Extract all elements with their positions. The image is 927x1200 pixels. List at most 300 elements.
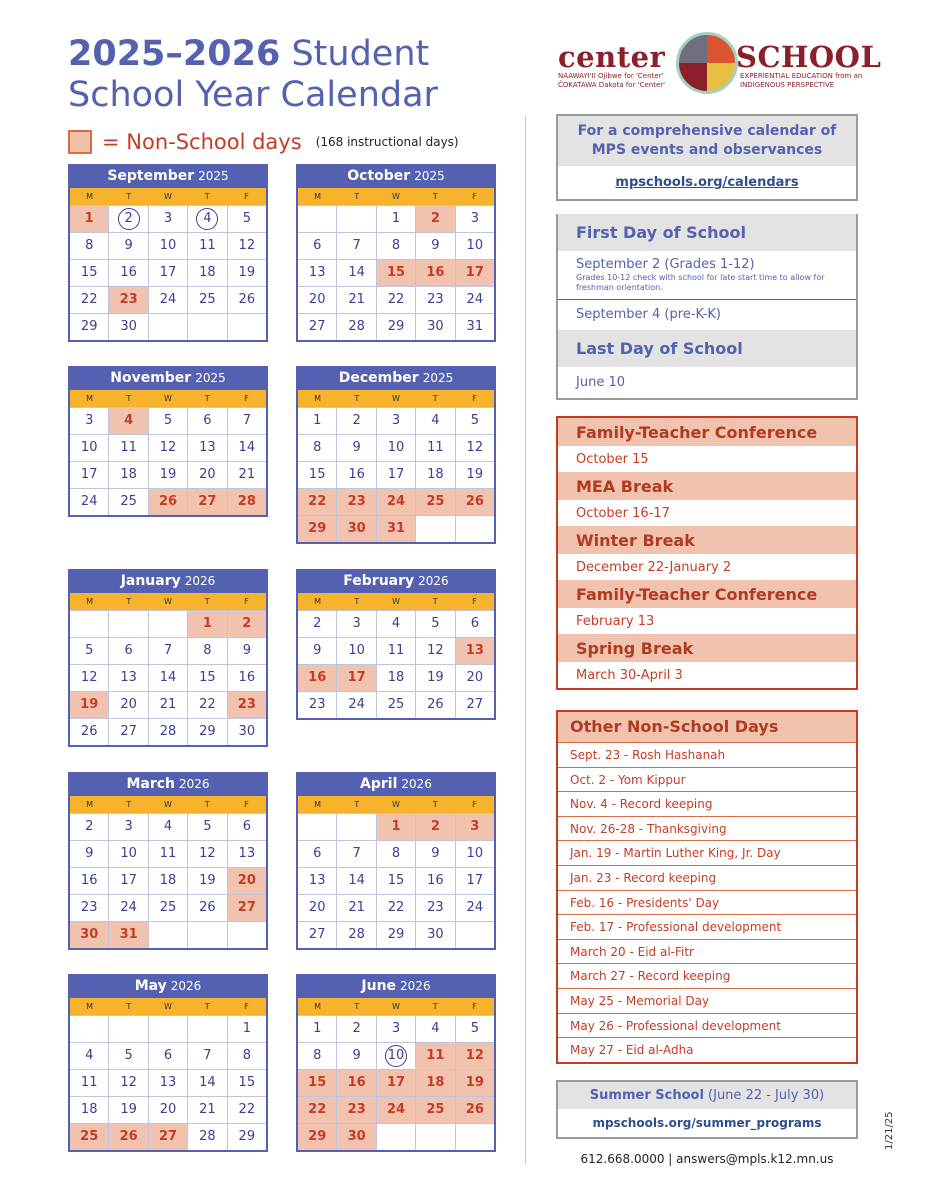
day-number: 24 <box>466 292 484 307</box>
weekday-label: T <box>126 800 132 809</box>
weekday-label: M <box>314 394 322 403</box>
day-number: 24 <box>159 292 177 307</box>
weekday-row <box>70 998 266 1015</box>
day-number: 22 <box>238 1102 256 1117</box>
day-cell <box>227 868 266 894</box>
month-november <box>68 366 268 517</box>
month-name: January <box>120 573 181 589</box>
month-year: 2025 <box>422 371 454 385</box>
week-row <box>298 1042 494 1069</box>
day-cell <box>415 314 454 340</box>
day-number: 14 <box>159 670 177 685</box>
school-days-box <box>556 214 858 400</box>
day-cell <box>187 1016 226 1042</box>
week-row <box>298 286 494 313</box>
day-number: 25 <box>80 1129 99 1144</box>
event-heading: Winter Break <box>558 526 856 554</box>
day-number: 27 <box>466 697 484 712</box>
week-row <box>298 313 494 340</box>
day-number: 15 <box>199 670 216 685</box>
day-cell <box>148 841 187 867</box>
day-cell <box>415 895 454 921</box>
logo-word-center: center <box>558 40 666 74</box>
day-cell <box>376 287 415 313</box>
last-day-date: June 10 <box>576 375 625 390</box>
day-number: 21 <box>348 292 365 307</box>
day-cell <box>70 692 108 718</box>
week-row <box>298 515 494 542</box>
weekday-row <box>70 390 266 407</box>
day-number: 23 <box>308 697 326 712</box>
month-name: May <box>134 978 167 994</box>
month-march <box>68 772 268 950</box>
day-cell <box>455 1016 494 1042</box>
day-cell <box>70 462 108 488</box>
day-cell <box>415 665 454 691</box>
day-number: 10 <box>120 846 137 861</box>
non-school-day-item: March 27 - Record keeping <box>558 963 856 988</box>
week-row <box>70 610 266 637</box>
logo-subtitle-left: NAAWAYI'II Ojibwe for 'Center' ČOKATAWA Dakota for 'Center' <box>558 72 666 89</box>
day-number: 28 <box>348 319 365 334</box>
day-cell <box>336 1124 375 1150</box>
week-row <box>70 407 266 434</box>
day-cell <box>70 1043 108 1069</box>
day-cell <box>187 260 226 286</box>
day-number: 20 <box>466 670 484 685</box>
day-cell <box>298 638 336 664</box>
day-number: 2 <box>352 413 361 428</box>
event-date: October 15 <box>576 452 649 467</box>
weekday-label: M <box>86 597 94 606</box>
day-cell <box>376 611 415 637</box>
day-cell <box>455 233 494 259</box>
day-number: 11 <box>387 643 405 658</box>
day-cell <box>108 1097 147 1123</box>
month-header <box>70 164 266 188</box>
day-number: 12 <box>427 643 444 658</box>
day-cell <box>148 638 187 664</box>
day-cell <box>415 611 454 637</box>
week-row <box>70 461 266 488</box>
non-school-day-item: Nov. 26-28 - Thanksgiving <box>558 816 856 841</box>
non-school-day-item: Feb. 16 - Presidents' Day <box>558 890 856 915</box>
day-number: 17 <box>120 873 137 888</box>
week-row <box>70 205 266 232</box>
day-cell <box>108 1016 147 1042</box>
day-number: 25 <box>426 1102 445 1117</box>
day-cell <box>227 1070 266 1096</box>
day-cell <box>336 314 375 340</box>
day-number: 31 <box>386 521 406 536</box>
day-number: 18 <box>120 467 137 482</box>
day-number: 13 <box>159 1075 177 1090</box>
day-cell <box>336 1070 375 1096</box>
day-cell <box>70 638 108 664</box>
weekday-label: F <box>244 192 249 201</box>
week-row <box>298 407 494 434</box>
day-number: 9 <box>313 643 322 658</box>
day-number: 28 <box>199 1129 216 1144</box>
week-row <box>298 637 494 664</box>
instructional-days-count: (168 instructional days) <box>315 135 459 149</box>
day-cell <box>187 462 226 488</box>
weekday-row <box>298 998 494 1015</box>
day-number: 5 <box>163 413 173 428</box>
day-cell <box>227 314 266 340</box>
day-cell <box>298 233 336 259</box>
day-cell <box>376 895 415 921</box>
day-cell <box>298 611 336 637</box>
day-cell <box>70 868 108 894</box>
month-name: December <box>338 370 419 386</box>
day-cell <box>187 638 226 664</box>
day-cell <box>455 435 494 461</box>
day-cell <box>376 868 415 894</box>
day-cell <box>298 841 336 867</box>
day-number: 3 <box>391 413 401 428</box>
day-cell <box>455 287 494 313</box>
day-cell <box>336 692 375 718</box>
week-row <box>298 488 494 515</box>
day-number: 28 <box>348 927 365 942</box>
day-number: 3 <box>124 819 133 834</box>
weekday-label: M <box>314 1002 322 1011</box>
weekday-label: T <box>126 1002 132 1011</box>
day-cell <box>187 922 226 948</box>
day-number: 30 <box>427 319 444 334</box>
day-cell <box>298 287 336 313</box>
day-number: 4 <box>124 413 134 428</box>
day-number: 26 <box>427 697 444 712</box>
day-number: 6 <box>313 238 322 253</box>
first-day-date: September 2 <box>576 257 661 272</box>
day-cell <box>187 489 226 515</box>
day-number: 16 <box>347 1075 366 1090</box>
day-number: 3 <box>470 819 480 834</box>
month-name: October <box>347 168 411 184</box>
day-number: 8 <box>391 238 401 253</box>
day-cell <box>376 462 415 488</box>
day-cell <box>108 841 147 867</box>
day-cell <box>227 841 266 867</box>
day-cell <box>376 1043 415 1069</box>
day-cell <box>148 1016 187 1042</box>
weekday-label: T <box>432 800 438 809</box>
weekday-label: F <box>244 394 249 403</box>
prek-grades: (pre-K-K) <box>660 307 721 322</box>
week-row <box>298 664 494 691</box>
day-cell <box>336 814 375 840</box>
day-cell <box>227 1043 266 1069</box>
month-header <box>298 569 494 593</box>
day-cell <box>415 287 454 313</box>
day-cell <box>70 922 108 948</box>
weekday-row <box>298 188 494 205</box>
day-number: 16 <box>426 265 445 280</box>
day-number: 10 <box>80 440 98 455</box>
weekday-label: T <box>354 597 360 606</box>
week-row <box>70 1123 266 1150</box>
month-year: 2025 <box>195 371 226 385</box>
day-number: 16 <box>348 467 365 482</box>
day-cell <box>108 206 147 232</box>
day-number: 8 <box>391 846 401 861</box>
day-cell <box>336 287 375 313</box>
weekday-label: W <box>392 1002 400 1011</box>
day-cell <box>298 489 336 515</box>
day-number: 19 <box>120 1102 137 1117</box>
day-number: 9 <box>352 440 361 455</box>
day-cell <box>227 719 266 745</box>
day-cell <box>187 233 226 259</box>
day-cell <box>415 1097 454 1123</box>
weekday-label: M <box>86 394 94 403</box>
weekday-row <box>70 796 266 813</box>
day-number: 26 <box>465 494 484 509</box>
day-number: 12 <box>238 238 256 253</box>
day-number: 17 <box>159 265 177 280</box>
day-number: 19 <box>238 265 256 280</box>
week-row <box>70 894 266 921</box>
non-school-day-item: Oct. 2 - Yom Kippur <box>558 767 856 792</box>
day-cell <box>415 435 454 461</box>
first-day-heading: First Day of School <box>558 214 856 251</box>
non-school-day-item: May 26 - Professional development <box>558 1013 856 1038</box>
day-cell <box>227 462 266 488</box>
day-number: 12 <box>120 1075 137 1090</box>
day-cell <box>336 408 375 434</box>
week-row <box>70 488 266 515</box>
event-heading: Family-Teacher Conference <box>558 580 856 608</box>
day-cell <box>415 408 454 434</box>
day-number: 11 <box>159 846 177 861</box>
day-number: 31 <box>466 319 484 334</box>
day-cell <box>336 1097 375 1123</box>
day-cell <box>376 314 415 340</box>
event-date: February 13 <box>576 614 655 629</box>
weekday-row <box>298 390 494 407</box>
day-number: 2 <box>242 616 252 631</box>
week-row <box>70 664 266 691</box>
month-header <box>298 974 494 998</box>
day-number: 5 <box>85 643 94 658</box>
day-cell <box>376 489 415 515</box>
day-number: 7 <box>352 846 361 861</box>
day-cell <box>455 516 494 542</box>
summer-programs-link[interactable]: mpschools.org/summer_programs <box>592 1116 822 1130</box>
day-cell <box>227 1097 266 1123</box>
day-cell <box>70 408 108 434</box>
weekday-label: F <box>472 192 477 201</box>
day-number: 18 <box>159 873 177 888</box>
day-number: 7 <box>242 413 251 428</box>
day-number: 3 <box>470 211 479 226</box>
day-cell <box>108 638 147 664</box>
week-row <box>70 840 266 867</box>
day-number: 23 <box>119 292 138 307</box>
weekday-label: F <box>244 1002 249 1011</box>
day-number: 13 <box>308 265 326 280</box>
day-cell <box>415 206 454 232</box>
month-name: November <box>110 370 192 386</box>
day-cell <box>227 408 266 434</box>
day-cell <box>455 1070 494 1096</box>
day-cell <box>227 895 266 921</box>
day-cell <box>455 1097 494 1123</box>
day-number: 18 <box>427 467 444 482</box>
day-number: 24 <box>386 1102 406 1117</box>
weekday-label: T <box>126 192 132 201</box>
week-row <box>70 718 266 745</box>
day-number: 9 <box>431 846 440 861</box>
weekday-label: F <box>472 597 477 606</box>
weekday-label: W <box>392 800 400 809</box>
day-number: 23 <box>427 900 444 915</box>
week-row <box>70 1042 266 1069</box>
day-number: 15 <box>308 1075 327 1090</box>
weekday-label: M <box>314 597 322 606</box>
day-cell <box>336 260 375 286</box>
day-number: 23 <box>427 292 444 307</box>
day-cell <box>376 814 415 840</box>
day-cell <box>187 719 226 745</box>
day-cell <box>148 719 187 745</box>
title-text: Student School Year Calendar <box>68 34 438 115</box>
week-row <box>70 637 266 664</box>
day-number: 13 <box>308 873 326 888</box>
month-october <box>296 164 496 342</box>
last-day-heading: Last Day of School <box>558 330 856 367</box>
day-cell <box>298 206 336 232</box>
event-heading: MEA Break <box>558 472 856 500</box>
day-number: 28 <box>237 494 256 509</box>
day-number: 5 <box>203 819 212 834</box>
day-number: 10 <box>387 440 405 455</box>
day-cell <box>70 260 108 286</box>
weekday-label: T <box>432 394 438 403</box>
day-number: 27 <box>158 1129 178 1144</box>
day-number: 7 <box>163 643 173 658</box>
day-cell <box>336 489 375 515</box>
day-cell <box>376 841 415 867</box>
day-number: 20 <box>237 873 256 888</box>
week-row <box>298 840 494 867</box>
day-cell <box>455 314 494 340</box>
day-cell <box>70 895 108 921</box>
weekday-row <box>298 796 494 813</box>
day-number: 30 <box>238 724 256 739</box>
day-cell <box>415 814 454 840</box>
day-number: 12 <box>159 440 177 455</box>
day-number: 26 <box>238 292 256 307</box>
day-cell <box>108 692 147 718</box>
day-cell <box>415 1043 454 1069</box>
week-row <box>70 921 266 948</box>
weekday-label: T <box>126 394 132 403</box>
day-number: 22 <box>387 900 405 915</box>
weekday-label: W <box>392 192 400 201</box>
week-row <box>70 1096 266 1123</box>
day-cell <box>187 692 226 718</box>
day-number: 6 <box>470 616 479 631</box>
day-cell <box>108 665 147 691</box>
day-number: 19 <box>199 873 216 888</box>
day-cell <box>108 260 147 286</box>
prek-date: September 4 <box>576 307 661 322</box>
weekday-label: M <box>314 800 322 809</box>
day-number: 23 <box>237 697 256 712</box>
day-number: 10 <box>159 238 177 253</box>
day-number: 13 <box>238 846 256 861</box>
day-number: 12 <box>465 1048 484 1063</box>
day-cell <box>148 462 187 488</box>
week-row <box>298 461 494 488</box>
day-cell <box>108 462 147 488</box>
day-number: 30 <box>347 1129 366 1144</box>
day-number: 15 <box>80 265 98 280</box>
mps-calendar-link[interactable]: mpschools.org/calendars <box>615 175 799 190</box>
weekday-label: W <box>164 192 172 201</box>
day-number: 12 <box>466 440 484 455</box>
day-cell <box>336 435 375 461</box>
week-row <box>298 1069 494 1096</box>
week-row <box>298 232 494 259</box>
day-cell <box>227 233 266 259</box>
day-cell <box>70 611 108 637</box>
day-number: 6 <box>124 643 133 658</box>
month-year: 2025 <box>414 169 445 183</box>
day-cell <box>455 665 494 691</box>
month-header <box>298 366 494 390</box>
summer-school-box <box>556 1080 858 1139</box>
day-cell <box>415 233 454 259</box>
day-number: 31 <box>119 927 138 942</box>
day-number: 20 <box>308 292 326 307</box>
day-number: 26 <box>158 494 178 509</box>
day-cell <box>298 692 336 718</box>
day-cell <box>70 719 108 745</box>
day-cell <box>148 233 187 259</box>
non-school-day-item: Sept. 23 - Rosh Hashanah <box>558 742 856 767</box>
day-number: 10 <box>466 846 484 861</box>
day-cell <box>298 408 336 434</box>
event-date: October 16-17 <box>576 506 670 521</box>
day-number: 14 <box>348 873 365 888</box>
day-number: 16 <box>120 265 137 280</box>
day-cell <box>187 814 226 840</box>
day-cell <box>376 206 415 232</box>
day-cell <box>227 922 266 948</box>
day-cell <box>376 1097 415 1123</box>
day-number: 29 <box>387 319 405 334</box>
day-number: 25 <box>387 697 405 712</box>
day-cell <box>70 814 108 840</box>
day-number: 19 <box>159 467 177 482</box>
day-cell <box>108 868 147 894</box>
week-row <box>298 691 494 718</box>
day-cell <box>455 814 494 840</box>
day-cell <box>148 814 187 840</box>
day-cell <box>187 314 226 340</box>
day-cell <box>227 692 266 718</box>
day-cell <box>108 895 147 921</box>
day-cell <box>187 206 226 232</box>
month-year: 2026 <box>184 574 216 588</box>
day-cell <box>455 611 494 637</box>
summer-label: Summer School <box>589 1088 704 1103</box>
day-number: 12 <box>80 670 98 685</box>
